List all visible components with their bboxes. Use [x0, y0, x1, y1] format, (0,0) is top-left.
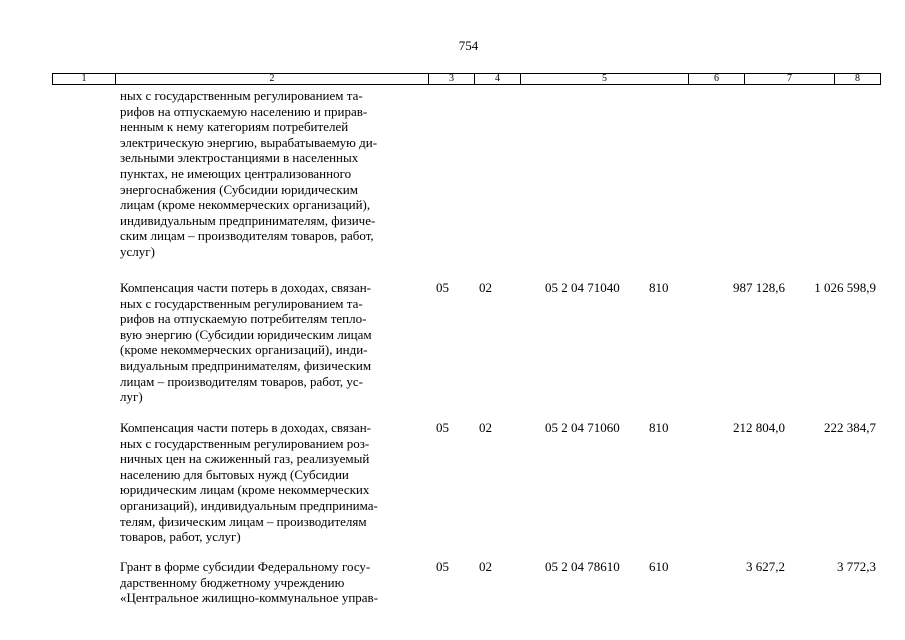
- row-amount-year-2: 222 384,7: [824, 420, 876, 435]
- column-header-5: 5: [521, 74, 689, 85]
- row-amount-year-1: 987 128,6: [733, 280, 785, 295]
- row-expense-type: 810: [649, 420, 669, 435]
- row-section: 05: [436, 280, 449, 295]
- row-description: Компенсация части потерь в доходах, связан- ных с государственным регулированием роз- ничных цен на сжиженный газ, реализуемый населению для бытовых нужд (Субсидии юридическим лицам (кроме некоммерческих организаций), индивидуальным предпринима- телям, физическим лицам – производителям товаров, работ, услуг): [120, 420, 378, 545]
- column-header-row: [53, 74, 881, 85]
- row-subsection: 02: [479, 420, 492, 435]
- row-amount-year-1: 212 804,0: [733, 420, 785, 435]
- row-description: Грант в форме субсидии Федеральному госу- дарственному бюджетному учреждению «Центральное жилищно-коммунальное управ-: [120, 559, 379, 606]
- page-number: 754: [458, 38, 479, 53]
- row-target-code: 05 2 04 71060: [545, 420, 620, 435]
- row-amount-year-2: 1 026 598,9: [814, 280, 876, 295]
- row-subsection: 02: [479, 559, 492, 574]
- column-header-table: [52, 73, 881, 85]
- row-target-code: 05 2 04 71040: [545, 280, 620, 295]
- column-header-6: 6: [689, 74, 745, 85]
- column-header-8: 8: [835, 74, 881, 85]
- row-section: 05: [436, 420, 449, 435]
- column-header-2: 2: [116, 74, 429, 85]
- row-subsection: 02: [479, 280, 492, 295]
- row-amount-year-1: 3 627,2: [746, 559, 785, 574]
- column-header-7: 7: [745, 74, 835, 85]
- row-expense-type: 610: [649, 559, 669, 574]
- column-header-3: 3: [429, 74, 475, 85]
- row-description: Компенсация части потерь в доходах, связан- ных с государственным регулированием та- рифов на отпускаемую потребителям тепло- вую энергию (Субсидии юридическим лицам (кроме некоммерческих организаций), инди- видуальным предпринимателям, физическим лицам – производителям товаров, работ, ус- луг): [120, 280, 372, 405]
- row-description: ных с государственным регулированием та- рифов на отпускаемую населению и прирав- ненным к нему категориям потребителей электрическую энергию, вырабатываемую ди- зельными электростанциями в населенных пунктах, не имеющих централизованного энергоснабжения (Субсидии юридическим лицам (кроме некоммерческих организаций), индивидуальным предпринимателям, физиче- ским лицам – производителям товаров, работ, услуг): [120, 88, 378, 259]
- row-amount-year-2: 3 772,3: [837, 559, 876, 574]
- row-target-code: 05 2 04 78610: [545, 559, 620, 574]
- column-header-1: 1: [53, 74, 116, 85]
- row-expense-type: 810: [649, 280, 669, 295]
- row-section: 05: [436, 559, 449, 574]
- column-header-4: 4: [475, 74, 521, 85]
